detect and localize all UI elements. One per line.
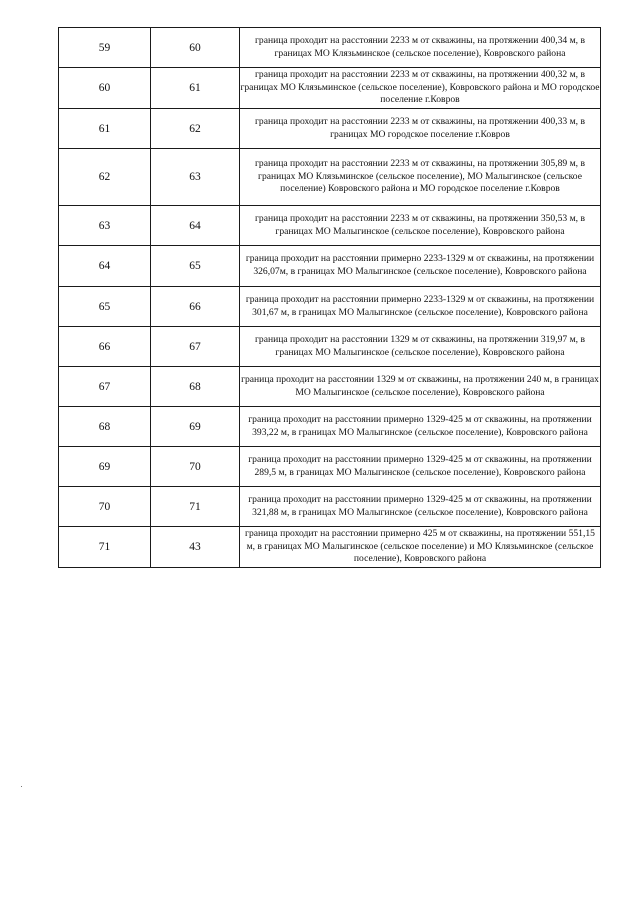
to-point-cell: 70 (151, 447, 240, 487)
from-point-cell: 64 (59, 246, 151, 287)
from-point-cell: 66 (59, 327, 151, 367)
to-point-cell: 63 (151, 149, 240, 206)
to-point-cell: 60 (151, 28, 240, 68)
table-row (59, 109, 601, 149)
table-row (59, 28, 601, 68)
description-cell: граница проходит на расстоянии примерно 2233-1329 м от скважины, на протяжении 301,67 м, в границах МО Малыгинское (сельское поселение), Ковровского района (240, 287, 601, 327)
to-point-cell: 68 (151, 367, 240, 407)
from-point-cell: 65 (59, 287, 151, 327)
table-row (59, 367, 601, 407)
from-point-cell: 69 (59, 447, 151, 487)
from-point-cell: 61 (59, 109, 151, 149)
description-cell: граница проходит на расстоянии примерно 2233-1329 м от скважины, на протяжении 326,07м, в границах МО Малыгинское (сельское поселение), Ковровского района (240, 246, 601, 287)
to-point-cell: 64 (151, 206, 240, 246)
to-point-cell: 67 (151, 327, 240, 367)
table-row (59, 246, 601, 287)
to-point-cell: 66 (151, 287, 240, 327)
scan-speck (21, 786, 22, 787)
table-row (59, 447, 601, 487)
to-point-cell: 71 (151, 487, 240, 527)
description-cell: граница проходит на расстоянии 2233 м от скважины, на протяжении 400,32 м, в границах МО Клязьминское (сельское поселение), Ковровского района и МО городское поселение г.Ковров (240, 68, 601, 109)
from-point-cell: 62 (59, 149, 151, 206)
description-cell: граница проходит на расстоянии 2233 м от скважины, на протяжении 400,33 м, в границах МО городское поселение г.Ковров (240, 109, 601, 149)
table-row (59, 68, 601, 109)
to-point-cell: 61 (151, 68, 240, 109)
boundary-table-body (59, 28, 601, 568)
from-point-cell: 70 (59, 487, 151, 527)
from-point-cell: 59 (59, 28, 151, 68)
description-cell: граница проходит на расстоянии примерно 1329-425 м от скважины, на протяжении 321,88 м, в границах МО Малыгинское (сельское поселение), Ковровского района (240, 487, 601, 527)
description-cell: граница проходит на расстоянии 2233 м от скважины, на протяжении 400,34 м, в границах МО Клязьминское (сельское поселение), Ковровского района (240, 28, 601, 68)
table-row (59, 407, 601, 447)
table-row (59, 487, 601, 527)
from-point-cell: 68 (59, 407, 151, 447)
from-point-cell: 71 (59, 527, 151, 568)
to-point-cell: 69 (151, 407, 240, 447)
table-row (59, 287, 601, 327)
description-cell: граница проходит на расстоянии 2233 м от скважины, на протяжении 305,89 м, в границах МО Клязьминское (сельское поселение), МО Малыгинское (сельское поселение) Ковровского района и МО городское поселение г.Ковров (240, 149, 601, 206)
boundary-table (58, 27, 601, 568)
table-row (59, 527, 601, 568)
table-row (59, 327, 601, 367)
to-point-cell: 65 (151, 246, 240, 287)
table-row (59, 206, 601, 246)
from-point-cell: 60 (59, 68, 151, 109)
from-point-cell: 63 (59, 206, 151, 246)
description-cell: граница проходит на расстоянии 1329 м от скважины, на протяжении 240 м, в границах МО Малыгинское (сельское поселение), Ковровского района (240, 367, 601, 407)
table-row (59, 149, 601, 206)
description-cell: граница проходит на расстоянии примерно 425 м от скважины, на протяжении 551,15 м, в границах МО Малыгинское (сельское поселение) и МО Клязьминское (сельское поселение), Ковровского района (240, 527, 601, 568)
description-cell: граница проходит на расстоянии 2233 м от скважины, на протяжении 350,53 м, в границах МО Малыгинское (сельское поселение), Ковровского района (240, 206, 601, 246)
from-point-cell: 67 (59, 367, 151, 407)
description-cell: граница проходит на расстоянии 1329 м от скважины, на протяжении 319,97 м, в границах МО Малыгинское (сельское поселение), Ковровского района (240, 327, 601, 367)
description-cell: граница проходит на расстоянии примерно 1329-425 м от скважины, на протяжении 289,5 м, в границах МО Малыгинское (сельское поселение), Ковровского района (240, 447, 601, 487)
description-cell: граница проходит на расстоянии примерно 1329-425 м от скважины, на протяжении 393,22 м, в границах МО Малыгинское (сельское поселение), Ковровского района (240, 407, 601, 447)
to-point-cell: 43 (151, 527, 240, 568)
to-point-cell: 62 (151, 109, 240, 149)
